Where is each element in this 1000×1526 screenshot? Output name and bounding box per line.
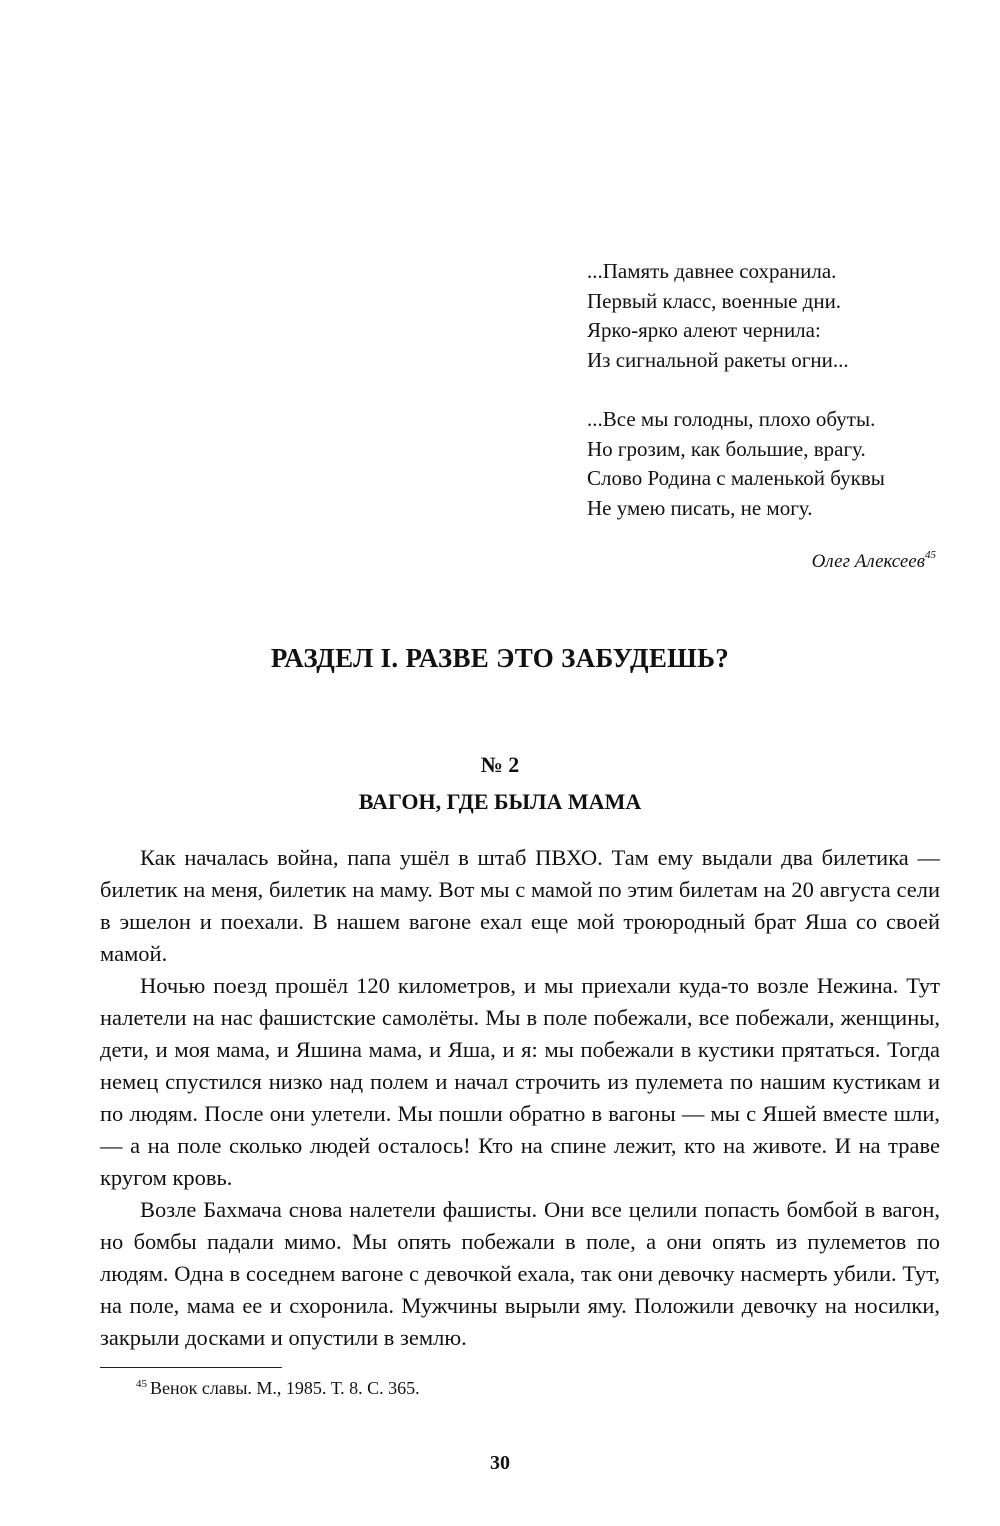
footnote-text: Венок славы. М., 1985. Т. 8. С. 365. bbox=[150, 1378, 420, 1398]
footnote-reference[interactable]: 45 bbox=[925, 549, 936, 561]
footnote bbox=[136, 1378, 420, 1399]
section-title: РАЗДЕЛ I. РАЗВЕ ЭТО ЗАБУДЕШЬ? bbox=[270, 643, 730, 673]
epigraph-line: ...Память давнее сохранила. bbox=[587, 259, 837, 283]
epigraph-line: Из сигнальной ракеты огни... bbox=[587, 347, 849, 372]
story-body bbox=[100, 842, 940, 1354]
epigraph-author bbox=[812, 549, 936, 573]
story-paragraph: Как началась война, папа ушёл в штаб ПВХО. Там ему выдали два билетика — билетик на меня, билетик на маму. Вот мы с мамой по этим билетам на 20 августа сели в эшелон и поехали. В нашем вагоне ехал еще мой троюродный брат Яша со своей мамой. bbox=[100, 845, 940, 966]
epigraph-line: Ярко-ярко алеют чернила: bbox=[587, 318, 821, 342]
epigraph-stanza-1 bbox=[587, 257, 947, 375]
epigraph-line: Слово Родина с маленькой буквы bbox=[587, 466, 885, 490]
page-number: 30 bbox=[490, 1452, 510, 1474]
story-title: ВАГОН, ГДЕ БЫЛА МАМА bbox=[358, 789, 642, 814]
story-paragraph: Ночью поезд прошёл 120 километров, и мы приехали куда-то возле Нежина. Тут налетели на нас фашистские самолёты. Мы в поле побежали, все побежали, женщины, дети, и моя мама, и Яшина мама, и Яша, и я: мы побежали в кустики прятаться. Тогда немец спустился низко над полем и начал строчить из пулемета по нашим кустикам и по людям. После они улетели. Мы пошли обратно в вагоны — мы с Яшей вместе шли, — а на поле сколько людей осталось! Кто на спине лежит, кто на животе. И на траве кругом кровь. bbox=[100, 973, 940, 1190]
footnote-divider bbox=[100, 1367, 282, 1368]
epigraph-line: Но грозим, как большие, врагу. bbox=[587, 436, 866, 461]
footnote-mark: 45 bbox=[136, 1378, 147, 1390]
epigraph-stanza-2 bbox=[587, 405, 947, 523]
epigraph-line: Первый класс, военные дни. bbox=[587, 288, 842, 313]
epigraph-line: Не умею писать, не могу. bbox=[587, 495, 813, 520]
epigraph-author-name: Олег Алексеев bbox=[811, 551, 925, 572]
epigraph-line: ...Все мы голодны, плохо обуты. bbox=[587, 407, 876, 431]
epigraph-poem bbox=[587, 257, 947, 523]
story-number: № 2 bbox=[480, 752, 520, 777]
story-paragraph: Возле Бахмача снова налетели фашисты. Они все целили попасть бомбой в вагон, но бомбы падали мимо. Мы опять побежали в поле, а они опять из пулеметов по людям. Одна в соседнем вагоне с девочкой ехала, так они девочку насмерть убили. Тут, на поле, мама ее и схоронила. Мужчины вырыли яму. Положили девочку на носилки, закрыли досками и опустили в землю. bbox=[100, 1197, 940, 1350]
